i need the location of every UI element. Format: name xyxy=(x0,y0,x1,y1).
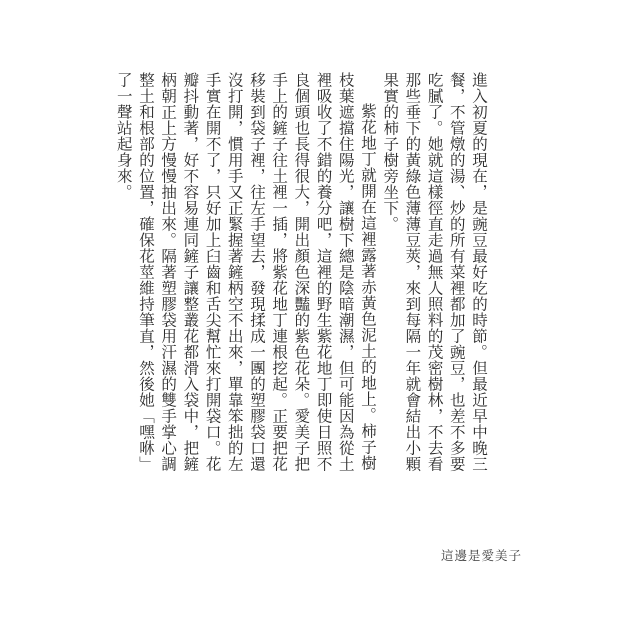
paragraph: 紫花地丁就開在這裡露著赤黃色泥土的地上。柿子樹枝葉遮擋住陽光，讓樹下總是陰暗潮濕，但可能因為從土裡吸收了不錯的養分吧，這裡的野生紫花地丁即使日照不良個頭也長得很大，開出顏色深豔的紫色花朵。愛美子把手上的鏟子往土裡一插，將紫花地丁連根挖起。正要把花移裝到袋子裡，往左手望去，發現揉成一團的塑膠袋口還沒打開，慣用手又正緊握著鏟柄空不出來，單靠笨拙的左手實在開不了，只好加上臼齒和舌尖幫忙來打開袋口。花瓣抖動著，好不容易連同鏟子讓整叢花都滑入袋中，把鏟柄朝正上方慢慢抽出來。隔著塑膠袋用汗濕的雙手掌心調整土和根部的位置，確保花莖維持筆直，然後她「嘿咻」了一聲站起身來。 xyxy=(114,72,377,472)
body-text xyxy=(113,72,490,472)
paragraph: 進入初夏的現在，是豌豆最好吃的時節。但最近早中晚三餐，不管燉的湯、炒的所有菜裡都加了豌豆，也差不多要吃膩了。她就這樣徑直走過無人照料的茂密樹林，不去看那些垂下的黃綠色薄薄豆莢，來到每隔一年就會結出小顆果實的柿子樹旁坐下。 xyxy=(381,72,488,472)
running-title: 這邊是愛美子 xyxy=(441,548,523,563)
